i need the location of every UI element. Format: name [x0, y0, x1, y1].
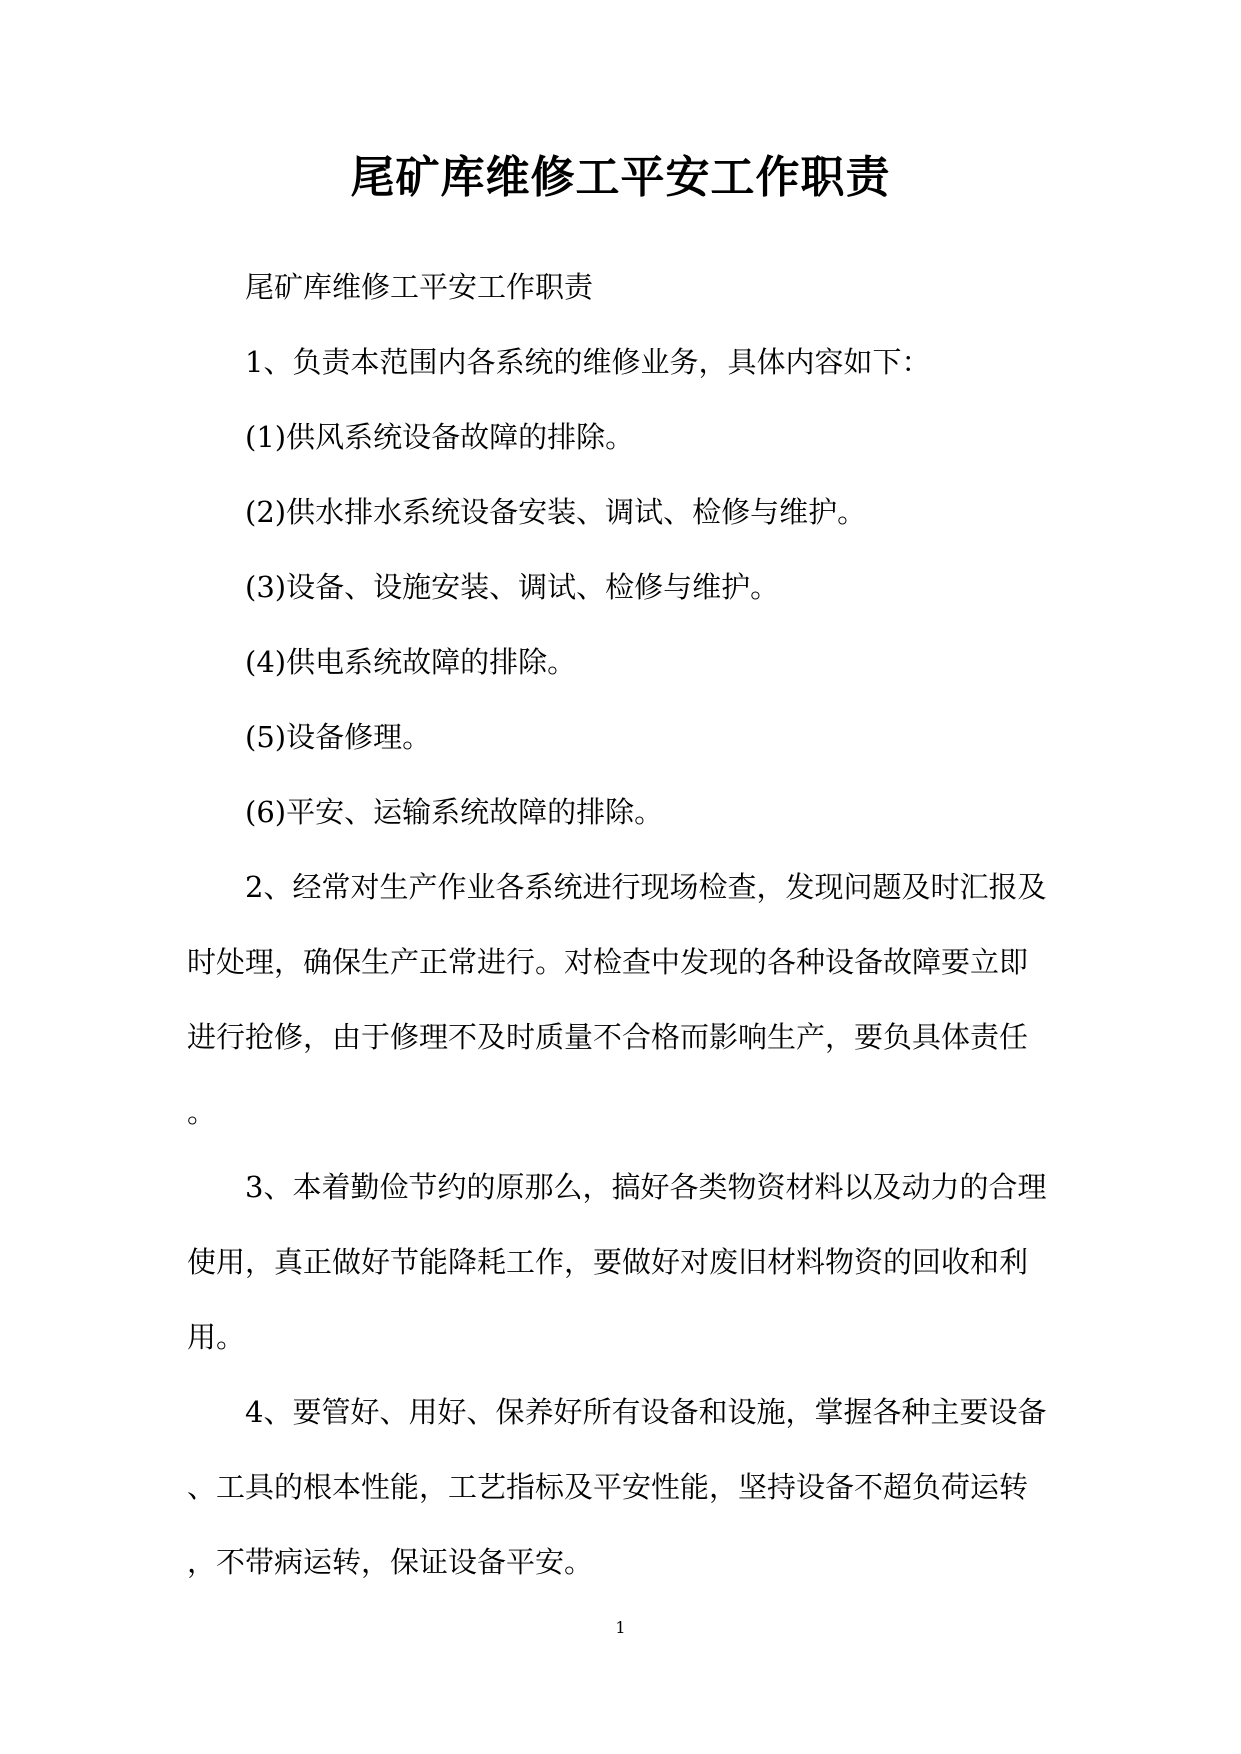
- item-2-line-3: 进行抢修，由于修理不及时质量不合格而影响生产，要负具体责任: [187, 1020, 1029, 1054]
- sub-item-6: (6)平安、运输系统故障的排除。: [245, 795, 664, 829]
- item-3-line-1: 3、本着勤俭节约的原那么，搞好各类物资材料以及动力的合理: [245, 1170, 1047, 1204]
- item-3-paragraph: [187, 1150, 1057, 1375]
- sub-item-4: (4)供电系统故障的排除。: [245, 645, 577, 679]
- item-4-line-3: ，不带病运转，保证设备平安。: [187, 1545, 594, 1579]
- item-2-line-4: 。: [187, 1095, 217, 1129]
- item-4-line-2: 、工具的根本性能，工艺指标及平安性能，坚持设备不超负荷运转: [187, 1470, 1029, 1504]
- item-4-paragraph: [187, 1375, 1057, 1600]
- item-2-line-1: 2、经常对生产作业各系统进行现场检查，发现问题及时汇报及: [245, 870, 1047, 904]
- item-1-paragraph: 1、负责本范围内各系统的维修业务，具体内容如下：: [245, 345, 931, 379]
- document-title: 尾矿库维修工平安工作职责: [350, 152, 891, 203]
- item-4-line-1: 4、要管好、用好、保养好所有设备和设施，掌握各种主要设备: [245, 1395, 1047, 1429]
- item-3-line-3: 用。: [187, 1320, 246, 1354]
- sub-item-1: (1)供风系统设备故障的排除。: [245, 420, 635, 454]
- sub-item-3: (3)设备、设施安装、调试、检修与维护。: [245, 570, 780, 604]
- sub-item-5: (5)设备修理。: [245, 720, 432, 754]
- item-2-line-2: 时处理，确保生产正常进行。对检查中发现的各种设备故障要立即: [187, 945, 1029, 979]
- item-2-paragraph: [187, 850, 1057, 1150]
- document-body: [187, 250, 1057, 1600]
- item-3-line-2: 使用，真正做好节能降耗工作，要做好对废旧材料物资的回收和利: [187, 1245, 1029, 1279]
- page-number: 1: [615, 1618, 626, 1637]
- sub-item-2: (2)供水排水系统设备安装、调试、检修与维护。: [245, 495, 867, 529]
- subtitle-paragraph: 尾矿库维修工平安工作职责: [245, 270, 594, 304]
